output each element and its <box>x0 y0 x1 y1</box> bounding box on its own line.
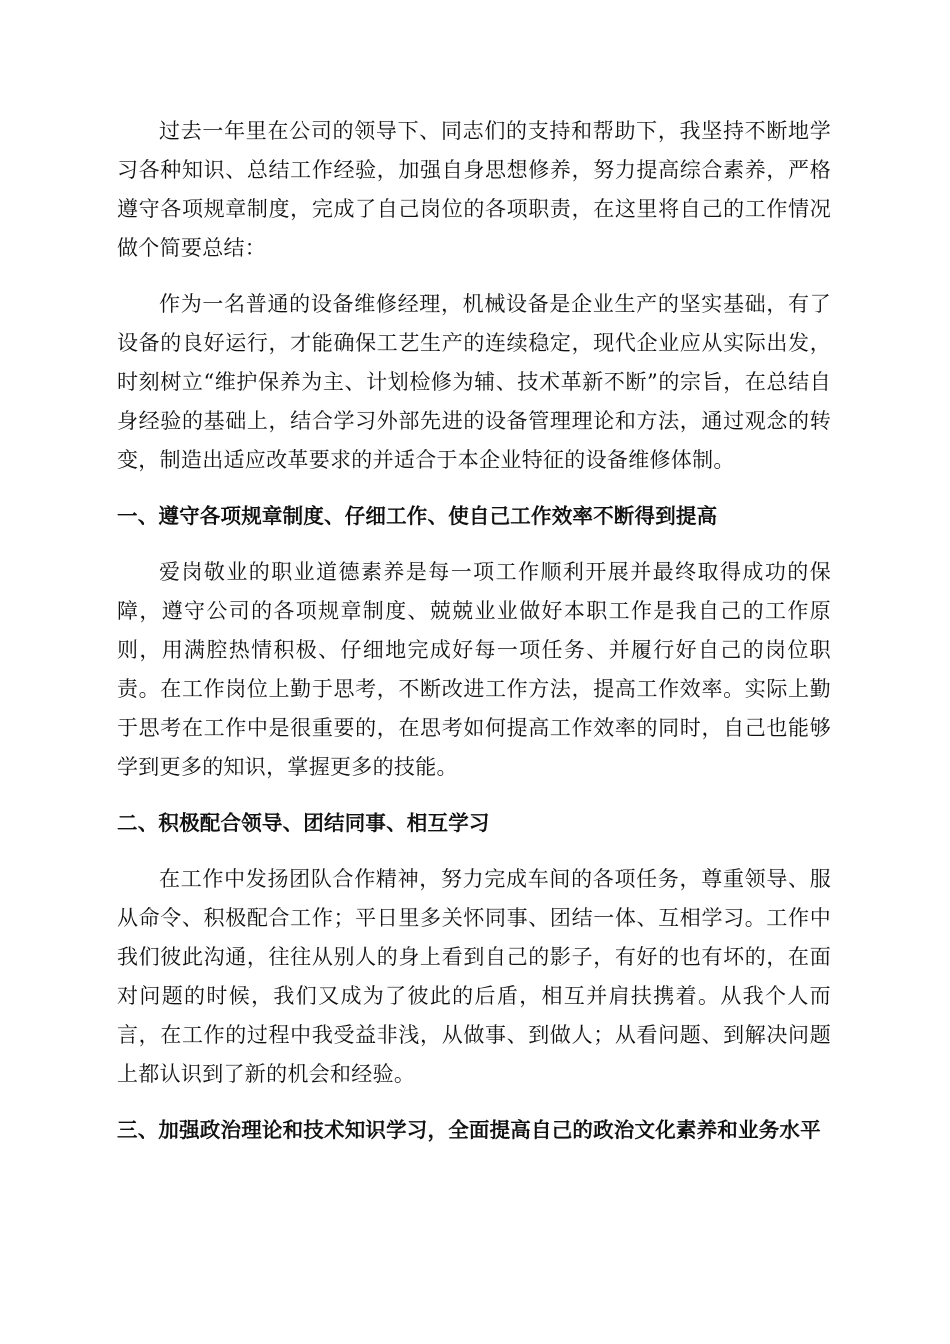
section-1-heading: 一、遵守各项规章制度、仔细工作、使自己工作效率不断得到提高 <box>117 504 718 528</box>
section-3-heading: 三、加强政治理论和技术知识学习，全面提高自己的政治文化素养和业务水平 <box>117 1118 821 1142</box>
role-paragraph: 作为一名普通的设备维修经理，机械设备是企业生产的坚实基础，有了设备的良好运行，才能确保工艺生产的连续稳定，现代企业应从实际出发，时刻树立“维护保养为主、计划检修为辅、技术革新不断”的宗旨，在总结自身经验的基础上，结合学习外部先进的设备管理理论和方法，通过观念的转变，制造出适应改革要求的并适合于本企业特征的设备维修体制。 <box>117 292 831 472</box>
section-1-body: 爱岗敬业的职业道德素养是每一项工作顺利开展并最终取得成功的保障，遵守公司的各项规章制度、兢兢业业做好本职工作是我自己的工作原则，用满腔热情积极、仔细地完成好每一项任务、并履行好自己的岗位职责。在工作岗位上勤于思考，不断改进工作方法，提高工作效率。实际上勤于思考在工作中是很重要的，在思考如何提高工作效率的同时，自己也能够学到更多的知识，掌握更多的技能。 <box>117 560 831 779</box>
section-2-heading: 二、积极配合领导、团结同事、相互学习 <box>117 811 490 835</box>
intro-paragraph: 过去一年里在公司的领导下、同志们的支持和帮助下，我坚持不断地学习各种知识、总结工作经验，加强自身思想修养，努力提高综合素养，严格遵守各项规章制度，完成了自己岗位的各项职责，在这里将自己的工作情况做个简要总结： <box>117 119 831 260</box>
section-2-body: 在工作中发扬团队合作精神，努力完成车间的各项任务，尊重领导、服从命令、积极配合工作；平日里多关怀同事、团结一体、互相学习。工作中我们彼此沟通，往往从别人的身上看到自己的影子，有好的也有坏的，在面对问题的时候，我们又成为了彼此的后盾，相互并肩扶携着。从我个人而言，在工作的过程中我受益非浅，从做事、到做人；从看问题、到解决问题上都认识到了新的机会和经验。 <box>117 867 831 1086</box>
document-page <box>117 112 831 1167</box>
